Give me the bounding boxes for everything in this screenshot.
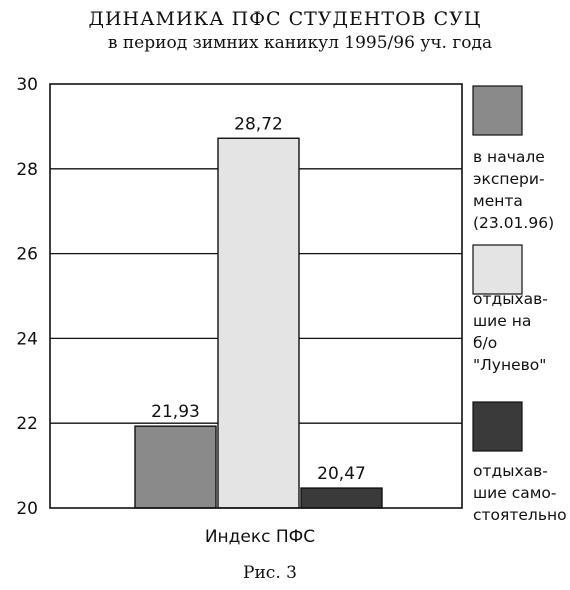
bar-series-2	[218, 138, 299, 508]
legend-swatch-series-1	[473, 86, 522, 135]
legend-label-series-1: в начале экспери- мента (23.01.96)	[473, 148, 555, 232]
y-tick-label: 22	[16, 414, 38, 435]
legend-label-series-2: отдыхав- шие на б/о "Лунево"	[473, 290, 548, 374]
data-label-series-2: 28,72	[234, 114, 283, 135]
bars	[135, 138, 382, 508]
legend-swatch-series-3	[473, 402, 522, 451]
y-tick-label: 24	[16, 329, 38, 350]
chart-subtitle: в период зимних каникул 1995/96 уч. года	[107, 33, 493, 53]
y-tick-label: 26	[16, 244, 38, 265]
chart-title: ДИНАМИКА ПФС СТУДЕНТОВ СУЦ	[88, 8, 482, 30]
y-tick-label: 30	[16, 75, 38, 95]
data-label-series-3: 20,47	[317, 464, 366, 485]
legend-swatches	[473, 86, 522, 451]
legend-swatch-series-2	[473, 245, 522, 294]
x-axis-label: Индекс ПФС	[204, 527, 316, 547]
bar-series-3	[301, 488, 382, 508]
data-label-series-1: 21,93	[151, 402, 200, 423]
bar-series-1	[135, 426, 216, 508]
y-tick-label: 20	[16, 499, 38, 519]
y-tick-label: 28	[16, 159, 38, 180]
y-axis-ticks	[16, 75, 38, 519]
legend-label-series-3: отдыхав- шие само- стоятельно	[473, 462, 567, 524]
figure-caption: Рис. 3	[243, 563, 297, 583]
